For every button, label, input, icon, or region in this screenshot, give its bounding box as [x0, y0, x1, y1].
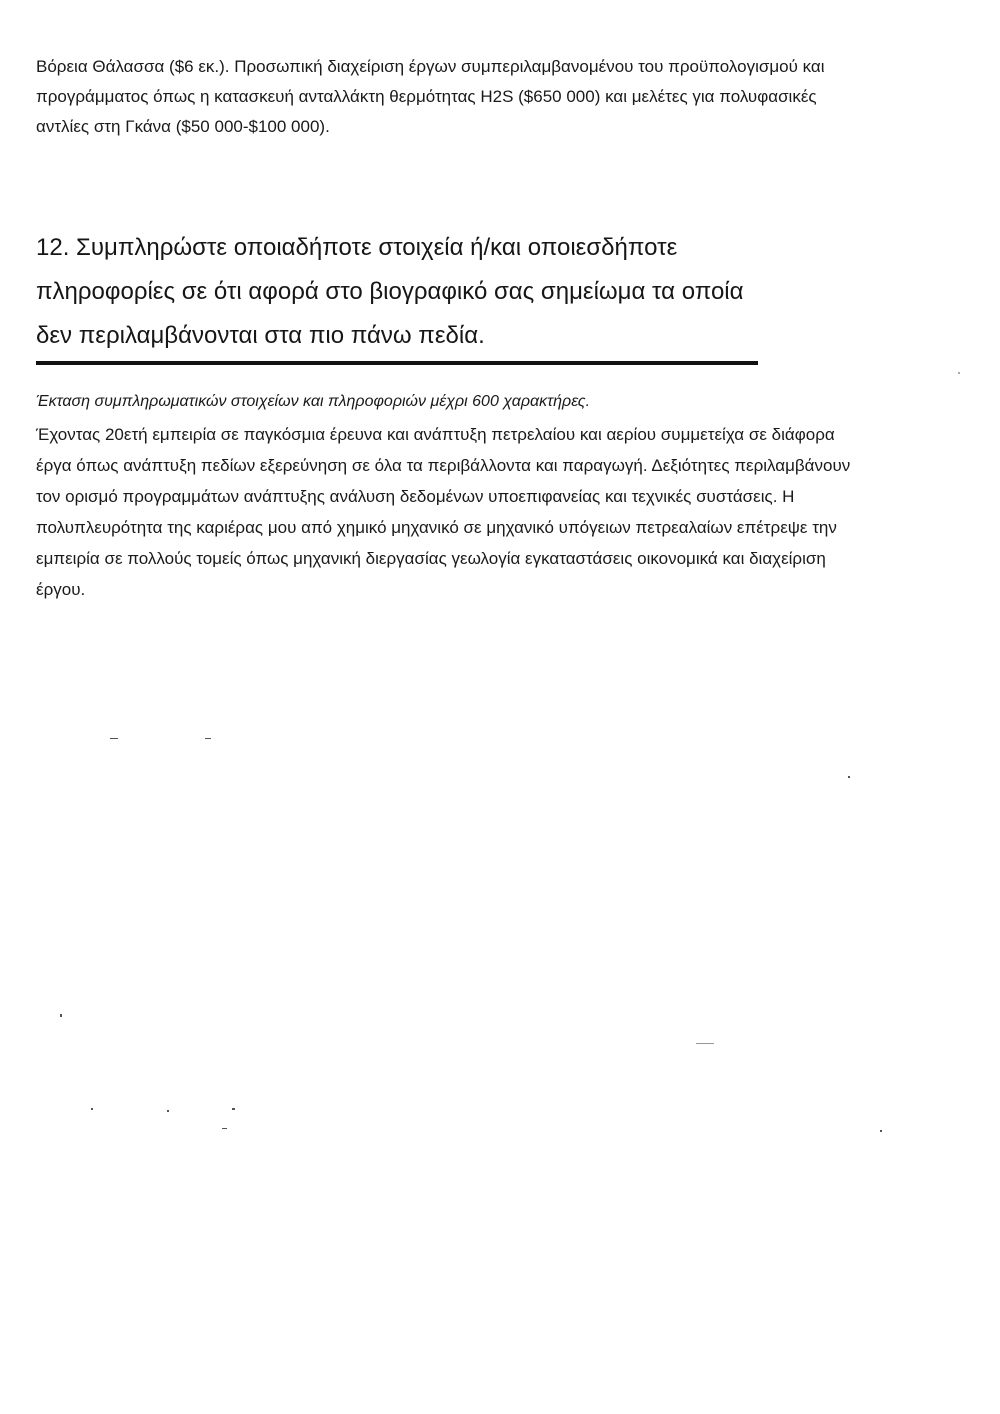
heading-line: πληροφορίες σε ότι αφορά στο βιογραφικό σας σημείωμα τα οποία: [36, 278, 744, 305]
scan-speck: [91, 1108, 93, 1110]
answer-line: εμπειρία σε πολλούς τομείς όπως μηχανική διεργασίας γεωλογία εγκαταστάσεις οικονομικά και διαχείριση: [36, 549, 826, 568]
scan-speck: [696, 1043, 714, 1044]
heading-line: 12. Συμπληρώστε οποιαδήποτε στοιχεία ή/και οποιεσδήποτε: [36, 234, 678, 261]
continued-paragraph: [36, 52, 936, 142]
character-limit-hint: Έκταση συμπληρωματικών στοιχείων και πληροφοριών μέχρι 600 χαρακτήρες.: [36, 393, 591, 410]
scan-speck: [232, 1108, 235, 1110]
answer-line: πολυπλευρότητα της καριέρας μου από χημικό μηχανικό σε μηχανικό υπόγειων πετρεαλαίων επέτρεψε την: [36, 518, 837, 537]
heading-line: δεν περιλαμβάνονται στα πιο πάνω πεδία.: [36, 322, 485, 349]
scan-speck: [848, 776, 850, 778]
continued-line: προγράμματος όπως η κατασκευή ανταλλάκτη θερμότητας H2S ($650 000) και μελέτες για πολυφασικές: [36, 87, 817, 106]
continued-line: Βόρεια Θάλασσα ($6 εκ.). Προσωπική διαχείριση έργων συμπεριλαμβανομένου του προϋπολογισμού και: [36, 57, 825, 76]
scan-speck: [222, 1128, 227, 1129]
answer-line: τον ορισμό προγραμμάτων ανάπτυξης ανάλυση δεδομένων υποεπιφανείας και τεχνικές συστάσεις. Η: [36, 487, 795, 506]
continued-line: αντλίες στη Γκάνα ($50 000-$100 000).: [36, 117, 330, 136]
scan-speck: [205, 738, 211, 739]
section-12-answer: [36, 419, 966, 605]
scan-speck: [110, 738, 118, 739]
answer-line: έργα όπως ανάπτυξη πεδίων εξερεύνηση σε όλα τα περιβάλλοντα και παραγωγή. Δεξιότητες περιλαμβάνουν: [36, 456, 851, 475]
section-12-heading: [36, 226, 796, 358]
scan-speck: [880, 1130, 882, 1132]
scan-speck: [60, 1014, 62, 1017]
answer-line: Έχοντας 20ετή εμπειρία σε παγκόσμια έρευνα και ανάπτυξη πετρελαίου και αερίου συμμετείχα σε διάφορα: [36, 425, 835, 444]
heading-divider: [36, 361, 758, 365]
scan-speck: [958, 372, 960, 374]
answer-line: έργου.: [36, 580, 86, 599]
scan-speck: [167, 1110, 169, 1112]
